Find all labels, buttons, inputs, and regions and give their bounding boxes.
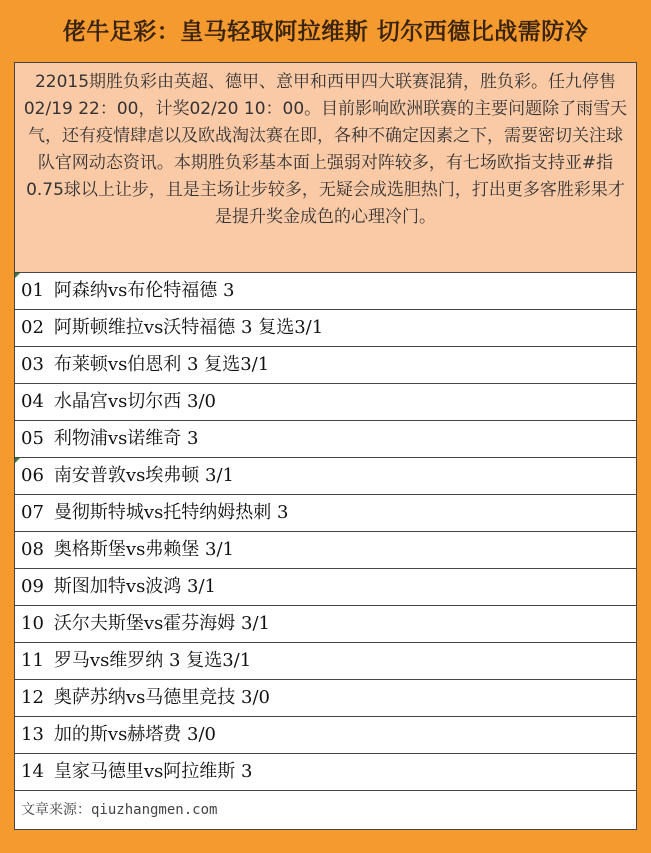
match-row: [15, 643, 636, 680]
match-number: 12: [21, 687, 44, 708]
match-row: [15, 495, 636, 532]
match-row: [15, 606, 636, 643]
match-number: 01: [21, 280, 44, 301]
match-row: [15, 347, 636, 384]
match-number: 14: [21, 761, 44, 782]
match-number: 11: [21, 650, 44, 671]
match-pick: 加的斯vs赫塔费 3/0: [53, 724, 217, 745]
match-pick: 曼彻斯特城vs托特纳姆热刺 3: [53, 502, 289, 523]
match-number: 04: [21, 391, 44, 412]
match-row: [15, 680, 636, 717]
match-number: 07: [21, 502, 44, 523]
match-pick: 水晶宫vs切尔西 3/0: [53, 391, 217, 412]
source-site: qiuzhangmen.com: [91, 802, 218, 818]
page-title: 佬牛足彩：皇马轻取阿拉维斯 切尔西德比战需防冷: [62, 19, 589, 45]
content-panel: [14, 62, 637, 830]
match-number: 09: [21, 576, 44, 597]
match-number: 13: [21, 724, 44, 745]
match-number: 10: [21, 613, 44, 634]
source-label: 文章来源：: [21, 802, 91, 818]
match-pick: 阿斯顿维拉vs沃特福德 3 复选3/1: [53, 317, 324, 338]
match-row: [15, 717, 636, 754]
cell-corner-marker: [15, 458, 20, 463]
match-pick: 利物浦vs诺维奇 3: [53, 428, 199, 449]
match-number: 02: [21, 317, 44, 338]
match-row: [15, 384, 636, 421]
match-pick: 布莱顿vs伯恩利 3 复选3/1: [53, 354, 270, 375]
match-pick: 斯图加特vs波鸿 3/1: [53, 576, 217, 597]
match-pick: 奥萨苏纳vs马德里竞技 3/0: [53, 687, 271, 708]
match-row: [15, 273, 636, 310]
match-row: [15, 458, 636, 495]
match-row: [15, 421, 636, 458]
match-pick: 沃尔夫斯堡vs霍芬海姆 3/1: [53, 613, 271, 634]
match-pick: 奥格斯堡vs弗赖堡 3/1: [53, 539, 235, 560]
match-row: [15, 532, 636, 569]
match-pick: 阿森纳vs布伦特福德 3: [53, 280, 235, 301]
intro-paragraph: 22015期胜负彩由英超、德甲、意甲和西甲四大联赛混猜，胜负彩。任九停售02/19 22：00，计奖02/20 10：00。目前影响欧洲联赛的主要问题除了雨雪天气，还有疫情肆虐以及欧战淘汰赛在即，各种不确定因素之下，需要密切关注球队官网动态资讯。本期胜负彩基本面上强弱对阵较多，有七场欧指支持亚#指0.75球以上让步，且是主场让步较多，无疑会成选胆热门，打出更多客胜彩果才是提升奖金成色的心理冷门。: [15, 63, 636, 273]
match-pick: 皇家马德里vs阿拉维斯 3: [53, 761, 253, 782]
match-pick: 罗马vs维罗纳 3 复选3/1: [53, 650, 252, 671]
cell-corner-marker: [15, 273, 20, 278]
match-number: 05: [21, 428, 44, 449]
match-row: [15, 569, 636, 606]
match-number: 08: [21, 539, 44, 560]
match-list: [15, 273, 636, 791]
match-row: [15, 310, 636, 347]
match-row: [15, 754, 636, 791]
match-number: 06: [21, 465, 44, 486]
match-number: 03: [21, 354, 44, 375]
source-line: [15, 791, 636, 829]
match-pick: 南安普敦vs埃弗顿 3/1: [53, 465, 235, 486]
